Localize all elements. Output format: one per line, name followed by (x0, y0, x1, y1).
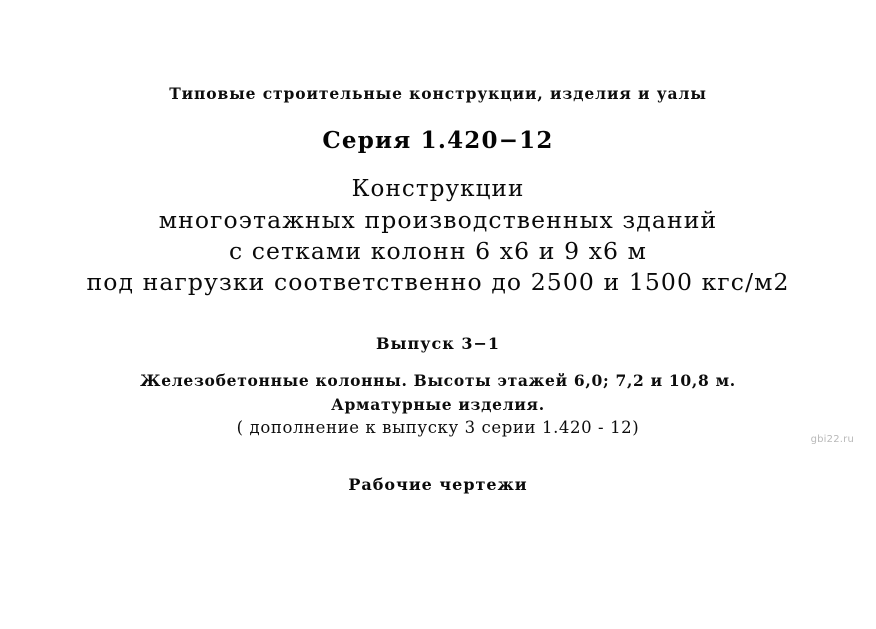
subject-line: Типовые строительные конструкции, изделия и уалы (169, 84, 707, 103)
title-line-3: с сетками колонн 6 х6 и 9 х6 м (228, 236, 648, 265)
issue-number: Выпуск 3−1 (375, 334, 501, 354)
main-title-block (0, 174, 876, 298)
series-number: Серия 1.420−12 (322, 127, 554, 154)
watermark: gbi22.ru (810, 434, 854, 445)
title-line-4: под нагрузки соответственно до 2500 и 1500 кгс/м2 (86, 268, 790, 297)
title-line-1: Конструкции (351, 176, 525, 202)
title-line-2: многоэтажных производственных зданий (158, 205, 718, 234)
description-line-3: ( дополнение к выпуску 3 серии 1.420 - 12) (236, 417, 640, 437)
description-line-1: Железобетонные колонны. Высоты этажей 6,0; 7,2 и 10,8 м. (140, 371, 736, 391)
working-drawings-label: Рабочие чертежи (348, 474, 528, 494)
description-block (0, 369, 876, 440)
description-line-2: Арматурные изделия. (331, 394, 545, 414)
